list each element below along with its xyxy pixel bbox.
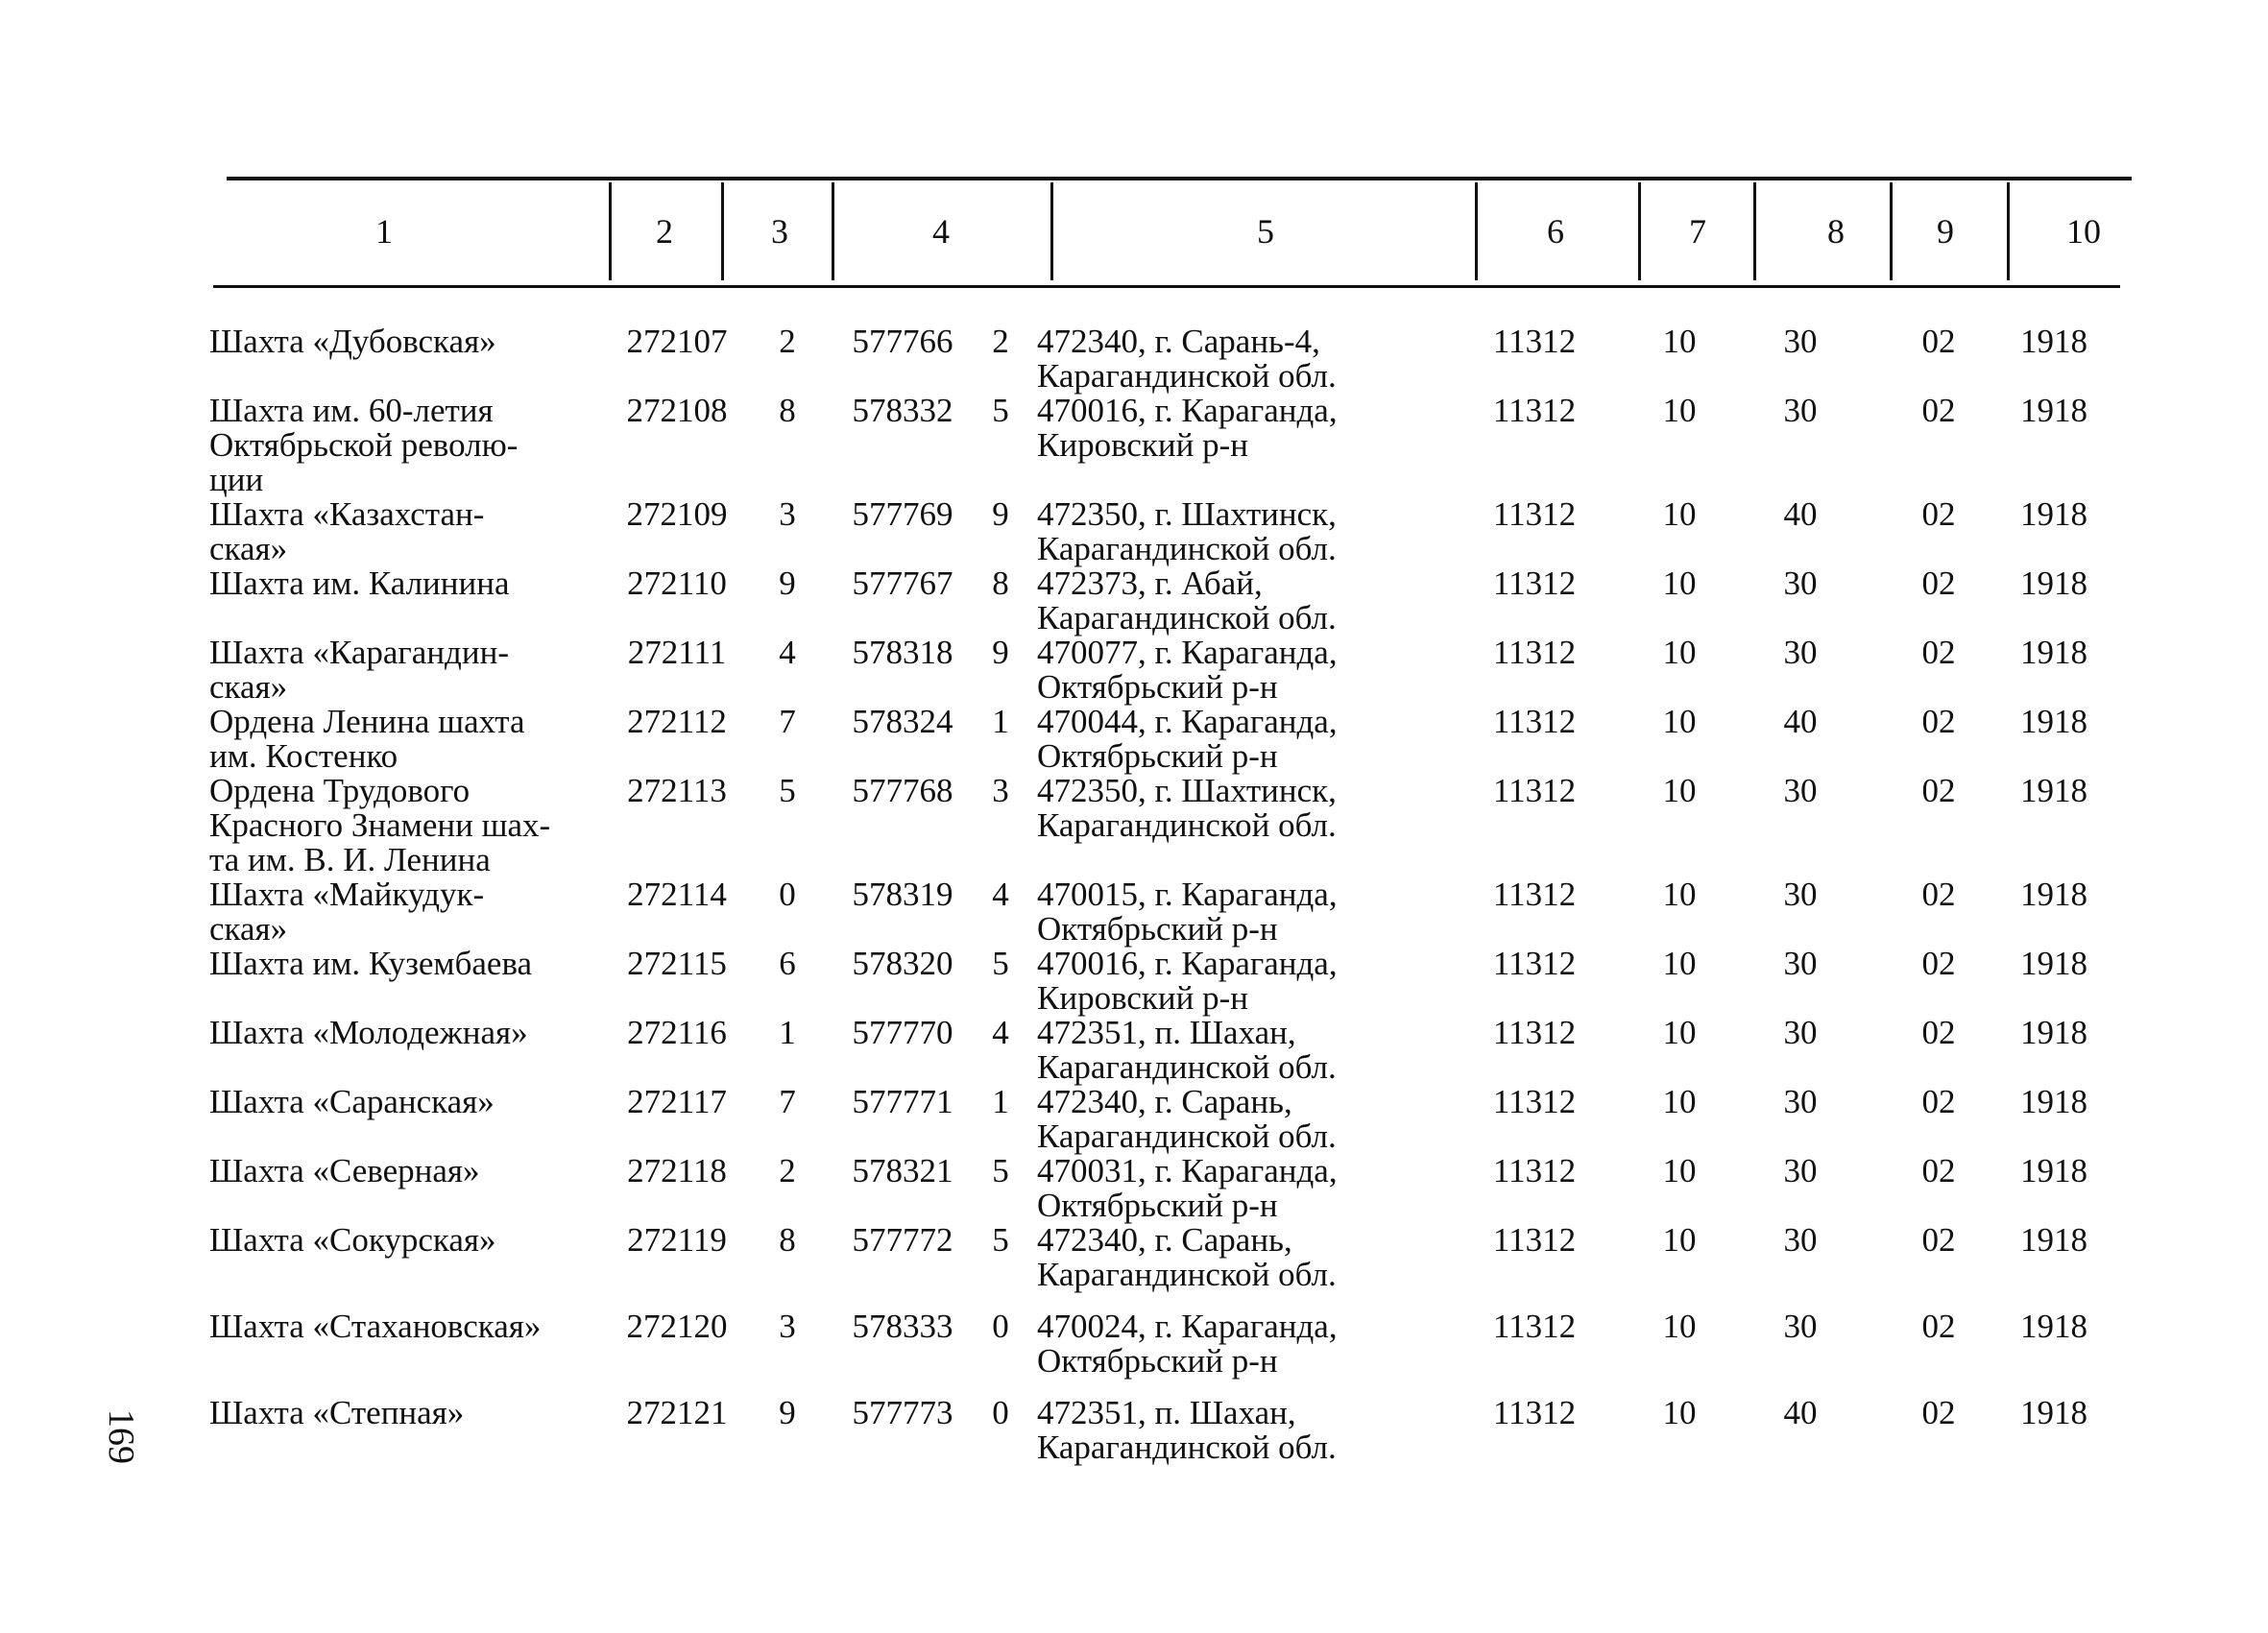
col8-cell: 40 xyxy=(1783,1394,1818,1431)
mine-name-cell-line: Шахта «Майкудук- xyxy=(209,876,485,913)
address-cell-line: 472350, г. Шахтинск, xyxy=(1037,495,1337,533)
number-digit-cell: 0 xyxy=(992,1394,1009,1431)
number-digit-cell: 3 xyxy=(992,772,1009,809)
number-digit-cell: 9 xyxy=(992,634,1009,671)
header-cell: 8 xyxy=(1827,212,1845,251)
column-divider xyxy=(1753,182,1756,280)
mine-name-cell-line: Шахта «Северная» xyxy=(209,1152,480,1189)
check-digit-cell: 5 xyxy=(779,772,796,809)
code-cell: 272118 xyxy=(627,1152,727,1189)
col7-cell: 10 xyxy=(1662,564,1697,602)
col10-cell: 1918 xyxy=(2020,1152,2087,1189)
check-digit-cell: 2 xyxy=(779,323,796,360)
col9-cell: 02 xyxy=(1921,876,1956,913)
number-cell: 578320 xyxy=(852,945,953,982)
col7-cell: 10 xyxy=(1662,1014,1697,1051)
mine-name-cell-line: Октябрьской револю- xyxy=(209,426,519,464)
address-cell-line: Карагандинской обл. xyxy=(1037,530,1337,567)
col6-cell: 11312 xyxy=(1492,945,1577,982)
col7-cell: 10 xyxy=(1662,1221,1697,1259)
col10-cell: 1918 xyxy=(2020,1014,2087,1051)
col7-cell: 10 xyxy=(1662,945,1697,982)
mine-name-cell xyxy=(209,1396,613,1430)
address-cell xyxy=(1037,1154,1479,1223)
col8-cell: 30 xyxy=(1783,564,1818,602)
address-cell xyxy=(1037,324,1479,394)
address-cell-line: 470077, г. Караганда, xyxy=(1037,634,1338,671)
header-cell: 3 xyxy=(771,212,788,251)
address-cell xyxy=(1037,1016,1479,1085)
check-digit-cell: 6 xyxy=(779,945,796,982)
col8-cell: 30 xyxy=(1783,1308,1818,1345)
code-cell: 272115 xyxy=(627,945,727,982)
address-cell-line: 470016, г. Караганда, xyxy=(1037,945,1338,982)
col6-cell: 11312 xyxy=(1492,1308,1577,1345)
address-cell-line: Октябрьский р-н xyxy=(1037,1342,1278,1380)
col7-cell: 10 xyxy=(1662,392,1697,429)
col7-cell: 10 xyxy=(1662,1308,1697,1345)
col10-cell: 1918 xyxy=(2020,876,2087,913)
mine-name-cell-line: ская» xyxy=(209,668,288,706)
col9-cell: 02 xyxy=(1921,945,1956,982)
mine-name-cell-line: Ордена Трудового xyxy=(209,772,470,809)
number-cell: 577770 xyxy=(852,1014,953,1051)
number-cell: 577773 xyxy=(852,1394,953,1431)
mine-name-cell-line: Шахта «Стахановская» xyxy=(209,1308,542,1345)
col9-cell: 02 xyxy=(1921,1014,1956,1051)
header-cell: 7 xyxy=(1689,212,1706,251)
col6-cell: 11312 xyxy=(1492,323,1577,360)
column-divider xyxy=(2007,182,2010,280)
address-cell xyxy=(1037,636,1479,705)
address-cell-line: Карагандинской обл. xyxy=(1037,806,1337,844)
col6-cell: 11312 xyxy=(1492,564,1577,602)
address-cell-line: 472350, г. Шахтинск, xyxy=(1037,772,1337,809)
column-divider xyxy=(1475,182,1478,280)
check-digit-cell: 1 xyxy=(779,1014,796,1051)
column-divider xyxy=(1638,182,1641,280)
code-cell: 272119 xyxy=(627,1221,727,1259)
col6-cell: 11312 xyxy=(1492,634,1577,671)
col8-cell: 30 xyxy=(1783,323,1818,360)
mine-name-cell-line: Шахта «Степная» xyxy=(209,1394,465,1431)
col8-cell: 40 xyxy=(1783,495,1818,533)
number-cell: 577768 xyxy=(852,772,953,809)
code-cell: 272116 xyxy=(627,1014,727,1051)
number-digit-cell: 2 xyxy=(992,323,1009,360)
col8-cell: 30 xyxy=(1783,1083,1818,1120)
column-divider xyxy=(609,182,612,280)
mine-name-cell-line: та им. В. И. Ленина xyxy=(209,841,491,878)
col9-cell: 02 xyxy=(1921,1221,1956,1259)
col8-cell: 30 xyxy=(1783,1221,1818,1259)
mine-name-cell-line: Ордена Ленина шахта xyxy=(209,703,525,740)
header-cell: 5 xyxy=(1257,212,1274,251)
number-digit-cell: 5 xyxy=(992,1221,1009,1259)
header-cell: 2 xyxy=(656,212,673,251)
address-cell-line: Карагандинской обл. xyxy=(1037,1429,1337,1466)
address-cell xyxy=(1037,1085,1479,1154)
col7-cell: 10 xyxy=(1662,634,1697,671)
address-cell-line: 472340, г. Сарань, xyxy=(1037,1083,1292,1120)
address-cell-line: 472351, п. Шахан, xyxy=(1037,1394,1296,1431)
col6-cell: 11312 xyxy=(1492,1083,1577,1120)
header-cell: 10 xyxy=(2066,212,2101,251)
col6-cell: 11312 xyxy=(1492,392,1577,429)
number-digit-cell: 5 xyxy=(992,392,1009,429)
column-divider xyxy=(1050,182,1053,280)
check-digit-cell: 7 xyxy=(779,703,796,740)
col8-cell: 30 xyxy=(1783,945,1818,982)
number-cell: 578324 xyxy=(852,703,953,740)
address-cell xyxy=(1037,1223,1479,1292)
code-cell: 272121 xyxy=(626,1394,728,1431)
address-cell-line: 470031, г. Караганда, xyxy=(1037,1152,1338,1189)
column-divider xyxy=(721,182,724,280)
address-cell-line: Октябрьский р-н xyxy=(1037,668,1278,706)
address-cell-line: 472340, г. Сарань, xyxy=(1037,1221,1292,1259)
mine-name-cell-line: Шахта «Казахстан- xyxy=(209,495,485,533)
number-cell: 577767 xyxy=(852,564,953,602)
check-digit-cell: 3 xyxy=(779,495,796,533)
number-digit-cell: 9 xyxy=(992,495,1009,533)
mine-name-cell xyxy=(209,1223,613,1258)
address-cell-line: 470044, г. Караганда, xyxy=(1037,703,1338,740)
col9-cell: 02 xyxy=(1921,392,1956,429)
number-digit-cell: 1 xyxy=(992,703,1009,740)
address-cell xyxy=(1037,1309,1479,1379)
mine-name-cell-line: Шахта «Молодежная» xyxy=(209,1014,528,1051)
mine-name-cell xyxy=(209,774,613,877)
check-digit-cell: 9 xyxy=(779,1394,796,1431)
code-cell: 272117 xyxy=(627,1083,727,1120)
mine-name-cell-line: Шахта им. Кузембаева xyxy=(209,945,533,982)
column-divider xyxy=(832,182,834,280)
col6-cell: 11312 xyxy=(1492,876,1577,913)
col9-cell: 02 xyxy=(1921,1152,1956,1189)
mine-name-cell xyxy=(209,1085,613,1119)
header-rule xyxy=(213,285,2120,288)
address-cell-line: Карагандинской обл. xyxy=(1037,599,1337,636)
number-cell: 578319 xyxy=(852,876,953,913)
header-cell: 6 xyxy=(1547,212,1564,251)
col7-cell: 10 xyxy=(1662,495,1697,533)
address-cell-line: 470024, г. Караганда, xyxy=(1037,1308,1338,1345)
code-cell: 272107 xyxy=(626,323,728,360)
header-cell: 1 xyxy=(375,212,393,251)
col9-cell: 02 xyxy=(1921,634,1956,671)
address-cell-line: 472373, г. Абай, xyxy=(1037,564,1263,602)
header-cell: 9 xyxy=(1937,212,1954,251)
col6-cell: 11312 xyxy=(1492,1014,1577,1051)
number-cell: 578321 xyxy=(852,1152,953,1189)
code-cell: 272110 xyxy=(627,564,727,602)
mine-name-cell xyxy=(209,1154,613,1189)
address-cell xyxy=(1037,1396,1479,1465)
mine-name-cell xyxy=(209,1309,613,1344)
address-cell-line: Карагандинской обл. xyxy=(1037,1256,1337,1293)
number-digit-cell: 4 xyxy=(992,1014,1009,1051)
col9-cell: 02 xyxy=(1921,495,1956,533)
mine-name-cell xyxy=(209,497,613,566)
number-digit-cell: 4 xyxy=(992,876,1009,913)
mine-name-cell-line: Красного Знамени шах- xyxy=(209,806,551,844)
check-digit-cell: 9 xyxy=(779,564,796,602)
col9-cell: 02 xyxy=(1921,703,1956,740)
col8-cell: 30 xyxy=(1783,1014,1818,1051)
mine-name-cell-line: им. Костенко xyxy=(209,737,398,775)
mine-name-cell-line: Шахта им. 60-летия xyxy=(209,392,494,429)
number-cell: 577766 xyxy=(852,323,953,360)
col6-cell: 11312 xyxy=(1492,1221,1577,1259)
address-cell-line: Карагандинской обл. xyxy=(1037,1117,1337,1155)
check-digit-cell: 8 xyxy=(779,392,796,429)
col9-cell: 02 xyxy=(1921,1308,1956,1345)
col10-cell: 1918 xyxy=(2020,1083,2087,1120)
mine-name-cell xyxy=(209,394,613,497)
address-cell-line: 470015, г. Караганда, xyxy=(1037,876,1338,913)
col6-cell: 11312 xyxy=(1492,1152,1577,1189)
col7-cell: 10 xyxy=(1662,323,1697,360)
check-digit-cell: 4 xyxy=(779,634,796,671)
col10-cell: 1918 xyxy=(2020,323,2087,360)
mine-name-cell-line: Шахта «Саранская» xyxy=(209,1083,495,1120)
number-cell: 577769 xyxy=(852,495,953,533)
mine-name-cell-line: Шахта «Сокурская» xyxy=(209,1221,496,1259)
col10-cell: 1918 xyxy=(2020,495,2087,533)
col8-cell: 30 xyxy=(1783,772,1818,809)
code-cell: 272120 xyxy=(626,1308,728,1345)
number-digit-cell: 0 xyxy=(992,1308,1009,1345)
mine-name-cell-line: Шахта «Дубовская» xyxy=(209,323,496,360)
address-cell xyxy=(1037,774,1479,843)
check-digit-cell: 0 xyxy=(779,876,796,913)
col7-cell: 10 xyxy=(1662,772,1697,809)
code-cell: 272108 xyxy=(626,392,728,429)
mine-name-cell xyxy=(209,1016,613,1050)
check-digit-cell: 3 xyxy=(779,1308,796,1345)
col8-cell: 30 xyxy=(1783,392,1818,429)
number-cell: 577772 xyxy=(852,1221,953,1259)
col7-cell: 10 xyxy=(1662,1083,1697,1120)
address-cell xyxy=(1037,394,1479,463)
address-cell-line: Октябрьский р-н xyxy=(1037,910,1278,948)
number-cell: 578318 xyxy=(852,634,953,671)
address-cell xyxy=(1037,497,1479,566)
col10-cell: 1918 xyxy=(2020,945,2087,982)
col8-cell: 30 xyxy=(1783,876,1818,913)
top-rule xyxy=(227,177,2132,180)
code-cell: 272109 xyxy=(626,495,728,533)
address-cell-line: 472351, п. Шахан, xyxy=(1037,1014,1296,1051)
address-cell-line: Карагандинской обл. xyxy=(1037,1048,1337,1086)
col6-cell: 11312 xyxy=(1492,1394,1577,1431)
mine-name-cell-line: ская» xyxy=(209,530,288,567)
col7-cell: 10 xyxy=(1662,1152,1697,1189)
mine-name-cell xyxy=(209,705,613,774)
col8-cell: 40 xyxy=(1783,703,1818,740)
number-digit-cell: 5 xyxy=(992,945,1009,982)
code-cell: 272111 xyxy=(627,634,727,671)
number-digit-cell: 8 xyxy=(992,564,1009,602)
address-cell-line: 470016, г. Караганда, xyxy=(1037,392,1338,429)
col7-cell: 10 xyxy=(1662,1394,1697,1431)
col6-cell: 11312 xyxy=(1492,703,1577,740)
col8-cell: 30 xyxy=(1783,1152,1818,1189)
mine-name-cell-line: ции xyxy=(209,461,264,498)
address-cell-line: 472340, г. Сарань-4, xyxy=(1037,323,1320,360)
mine-name-cell xyxy=(209,947,613,981)
number-cell: 578332 xyxy=(852,392,953,429)
number-cell: 578333 xyxy=(852,1308,953,1345)
mine-name-cell xyxy=(209,636,613,705)
col6-cell: 11312 xyxy=(1492,495,1577,533)
address-cell xyxy=(1037,947,1479,1016)
col10-cell: 1918 xyxy=(2020,1221,2087,1259)
number-cell: 577771 xyxy=(852,1083,953,1120)
address-cell xyxy=(1037,566,1479,636)
col6-cell: 11312 xyxy=(1492,772,1577,809)
address-cell-line: Октябрьский р-н xyxy=(1037,737,1278,775)
check-digit-cell: 7 xyxy=(779,1083,796,1120)
col9-cell: 02 xyxy=(1921,564,1956,602)
mine-name-cell-line: Шахта «Карагандин- xyxy=(209,634,509,671)
col10-cell: 1918 xyxy=(2020,1308,2087,1345)
col10-cell: 1918 xyxy=(2020,564,2087,602)
mine-name-cell-line: ская» xyxy=(209,910,288,948)
column-divider xyxy=(1890,182,1893,280)
code-cell: 272112 xyxy=(627,703,727,740)
mine-name-cell xyxy=(209,324,613,359)
col10-cell: 1918 xyxy=(2020,392,2087,429)
mine-name-cell xyxy=(209,877,613,947)
col9-cell: 02 xyxy=(1921,1394,1956,1431)
address-cell xyxy=(1037,877,1479,947)
col9-cell: 02 xyxy=(1921,772,1956,809)
check-digit-cell: 2 xyxy=(779,1152,796,1189)
col8-cell: 30 xyxy=(1783,634,1818,671)
number-digit-cell: 1 xyxy=(992,1083,1009,1120)
col10-cell: 1918 xyxy=(2020,634,2087,671)
check-digit-cell: 8 xyxy=(779,1221,796,1259)
mine-name-cell xyxy=(209,566,613,601)
col7-cell: 10 xyxy=(1662,703,1697,740)
address-cell-line: Октябрьский р-н xyxy=(1037,1187,1278,1224)
col10-cell: 1918 xyxy=(2020,703,2087,740)
header-cell: 4 xyxy=(932,212,950,251)
code-cell: 272113 xyxy=(627,772,727,809)
col9-cell: 02 xyxy=(1921,323,1956,360)
code-cell: 272114 xyxy=(627,876,727,913)
number-digit-cell: 5 xyxy=(992,1152,1009,1189)
mine-name-cell-line: Шахта им. Калинина xyxy=(209,564,510,602)
address-cell-line: Кировский р-н xyxy=(1037,979,1249,1017)
address-cell-line: Кировский р-н xyxy=(1037,426,1249,464)
col9-cell: 02 xyxy=(1921,1083,1956,1120)
address-cell xyxy=(1037,705,1479,774)
page-number: 169 xyxy=(101,1409,141,1464)
address-cell-line: Карагандинской обл. xyxy=(1037,357,1337,395)
col7-cell: 10 xyxy=(1662,876,1697,913)
col10-cell: 1918 xyxy=(2020,772,2087,809)
col10-cell: 1918 xyxy=(2020,1394,2087,1431)
